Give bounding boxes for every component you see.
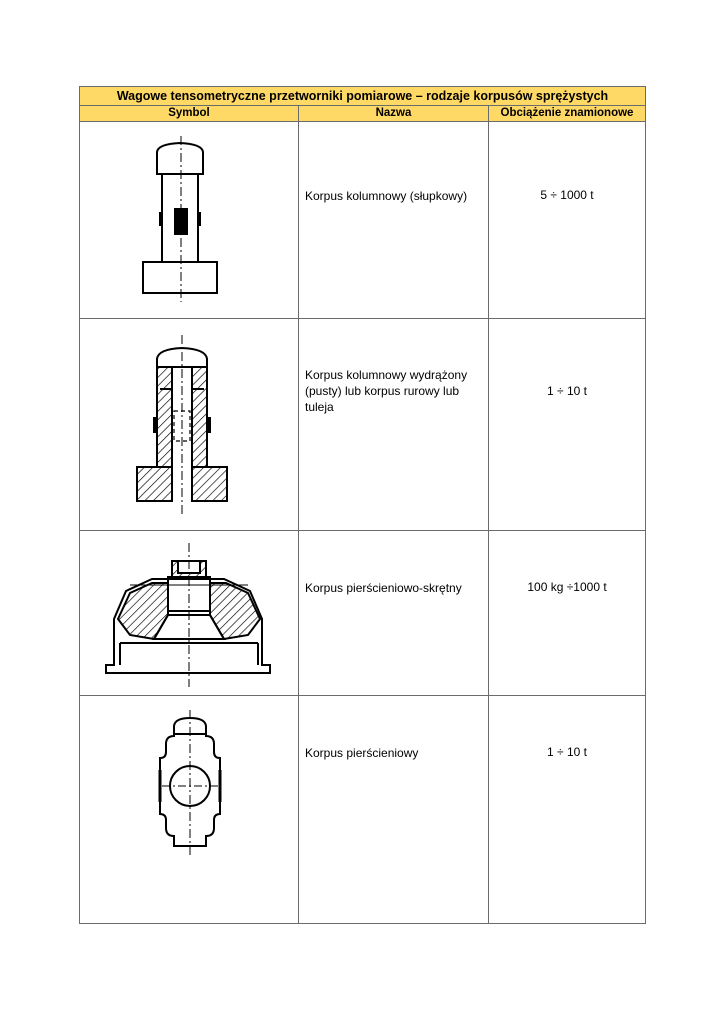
column-body-symbol-icon [80,122,299,318]
row-load: 1 ÷ 10 t [547,384,587,398]
symbol-cell [80,122,299,319]
row-name: Korpus pierścieniowy [305,746,419,760]
row-name: Korpus kolumnowy wydrążony (pusty) lub korpus rurowy lub tuleja [305,368,468,414]
name-cell [299,122,489,319]
table-row [80,319,646,531]
name-cell [299,696,489,924]
row-load: 1 ÷ 10 t [547,745,587,759]
row-load: 5 ÷ 1000 t [540,188,594,202]
header-name: Nazwa [299,106,489,122]
table-header-row [80,106,646,122]
table-row [80,696,646,924]
symbol-cell [80,696,299,924]
table-title: Wagowe tensometryczne przetworniki pomiarowe – rodzaje korpusów sprężystych [80,87,646,106]
table-row [80,531,646,696]
row-name: Korpus kolumnowy (słupkowy) [305,189,468,203]
load-cell [489,122,646,319]
symbol-cell [80,531,299,696]
ring-torsion-body-symbol-icon [80,531,299,695]
row-load: 100 kg ÷1000 t [527,580,607,594]
load-cell-types-table [79,86,646,924]
table-title-row [80,87,646,106]
ring-body-symbol-icon [80,696,299,923]
load-cell [489,696,646,924]
hollow-column-body-symbol-icon [80,319,299,530]
table-row [80,122,646,319]
row-name: Korpus pierścieniowo-skrętny [305,581,462,595]
name-cell [299,531,489,696]
header-rated-load: Obciążenie znamionowe [489,106,646,122]
symbol-cell [80,319,299,531]
name-cell [299,319,489,531]
load-cell [489,531,646,696]
load-cell [489,319,646,531]
header-symbol: Symbol [80,106,299,122]
